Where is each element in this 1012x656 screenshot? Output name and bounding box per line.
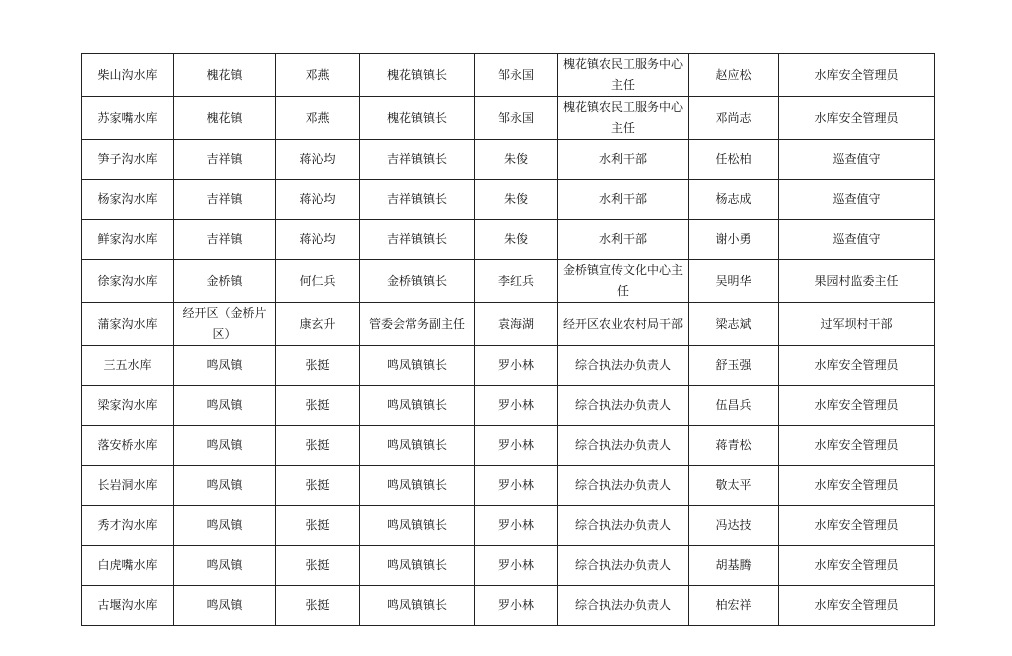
reservoir-responsibility-table: [81, 53, 935, 626]
cell-technical-responsible-name: 罗小林: [475, 386, 558, 426]
cell-reservoir-name: 苏家嘴水库: [82, 97, 174, 140]
cell-patrol-responsible-title: 巡查值守: [779, 220, 935, 260]
cell-patrol-responsible-title: 水库安全管理员: [779, 386, 935, 426]
cell-admin-responsible-name: 蒋沁均: [276, 220, 360, 260]
cell-town: 鸣凤镇: [174, 586, 276, 626]
cell-technical-responsible-title: 水利干部: [558, 180, 689, 220]
cell-admin-responsible-title: 吉祥镇镇长: [360, 180, 475, 220]
cell-technical-responsible-name: 李红兵: [475, 260, 558, 303]
cell-town: 槐花镇: [174, 54, 276, 97]
cell-patrol-responsible-title: 水库安全管理员: [779, 426, 935, 466]
cell-technical-responsible-name: 朱俊: [475, 140, 558, 180]
cell-patrol-responsible-name: 邓尚志: [689, 97, 779, 140]
cell-patrol-responsible-title: 过军坝村干部: [779, 303, 935, 346]
cell-town: 金桥镇: [174, 260, 276, 303]
cell-patrol-responsible-title: 果园村监委主任: [779, 260, 935, 303]
cell-patrol-responsible-title: 巡查值守: [779, 180, 935, 220]
cell-reservoir-name: 秀才沟水库: [82, 506, 174, 546]
table-row: [82, 546, 935, 586]
cell-town: 吉祥镇: [174, 220, 276, 260]
cell-admin-responsible-title: 吉祥镇镇长: [360, 220, 475, 260]
cell-reservoir-name: 长岩洞水库: [82, 466, 174, 506]
cell-town: 鸣凤镇: [174, 346, 276, 386]
cell-admin-responsible-title: 槐花镇镇长: [360, 97, 475, 140]
cell-admin-responsible-title: 鸣凤镇镇长: [360, 546, 475, 586]
cell-admin-responsible-name: 张挺: [276, 386, 360, 426]
cell-technical-responsible-name: 罗小林: [475, 506, 558, 546]
cell-reservoir-name: 柴山沟水库: [82, 54, 174, 97]
cell-admin-responsible-name: 蒋沁均: [276, 140, 360, 180]
cell-admin-responsible-name: 邓燕: [276, 54, 360, 97]
cell-technical-responsible-name: 袁海湖: [475, 303, 558, 346]
cell-technical-responsible-title: 槐花镇农民工服务中心主任: [558, 97, 689, 140]
cell-technical-responsible-name: 罗小林: [475, 546, 558, 586]
table-row: [82, 303, 935, 346]
cell-reservoir-name: 鲜家沟水库: [82, 220, 174, 260]
cell-admin-responsible-name: 康玄升: [276, 303, 360, 346]
cell-town: 鸣凤镇: [174, 386, 276, 426]
cell-technical-responsible-name: 朱俊: [475, 220, 558, 260]
cell-patrol-responsible-name: 吴明华: [689, 260, 779, 303]
table-row: [82, 466, 935, 506]
cell-admin-responsible-name: 张挺: [276, 586, 360, 626]
cell-patrol-responsible-name: 谢小勇: [689, 220, 779, 260]
cell-admin-responsible-title: 鸣凤镇镇长: [360, 346, 475, 386]
cell-technical-responsible-name: 邹永国: [475, 97, 558, 140]
cell-reservoir-name: 徐家沟水库: [82, 260, 174, 303]
cell-patrol-responsible-name: 伍昌兵: [689, 386, 779, 426]
cell-town: 槐花镇: [174, 97, 276, 140]
cell-admin-responsible-name: 张挺: [276, 546, 360, 586]
cell-technical-responsible-title: 综合执法办负责人: [558, 466, 689, 506]
cell-admin-responsible-name: 张挺: [276, 346, 360, 386]
cell-technical-responsible-title: 综合执法办负责人: [558, 346, 689, 386]
cell-patrol-responsible-title: 巡查值守: [779, 140, 935, 180]
cell-town: 鸣凤镇: [174, 506, 276, 546]
cell-town: 鸣凤镇: [174, 546, 276, 586]
cell-admin-responsible-title: 鸣凤镇镇长: [360, 506, 475, 546]
cell-patrol-responsible-name: 梁志斌: [689, 303, 779, 346]
cell-reservoir-name: 白虎嘴水库: [82, 546, 174, 586]
cell-patrol-responsible-title: 水库安全管理员: [779, 546, 935, 586]
cell-town: 经开区（金桥片区）: [174, 303, 276, 346]
cell-technical-responsible-name: 朱俊: [475, 180, 558, 220]
cell-technical-responsible-title: 综合执法办负责人: [558, 506, 689, 546]
cell-admin-responsible-title: 金桥镇镇长: [360, 260, 475, 303]
cell-technical-responsible-title: 槐花镇农民工服务中心主任: [558, 54, 689, 97]
table-row: [82, 140, 935, 180]
cell-admin-responsible-name: 张挺: [276, 426, 360, 466]
cell-patrol-responsible-name: 杨志成: [689, 180, 779, 220]
cell-patrol-responsible-name: 舒玉强: [689, 346, 779, 386]
cell-reservoir-name: 蒲家沟水库: [82, 303, 174, 346]
cell-patrol-responsible-name: 蒋青松: [689, 426, 779, 466]
cell-patrol-responsible-title: 水库安全管理员: [779, 466, 935, 506]
table-row: [82, 97, 935, 140]
cell-patrol-responsible-name: 柏宏祥: [689, 586, 779, 626]
cell-patrol-responsible-title: 水库安全管理员: [779, 586, 935, 626]
cell-technical-responsible-name: 罗小林: [475, 466, 558, 506]
cell-reservoir-name: 古堰沟水库: [82, 586, 174, 626]
cell-patrol-responsible-name: 敬太平: [689, 466, 779, 506]
cell-patrol-responsible-name: 任松柏: [689, 140, 779, 180]
cell-patrol-responsible-title: 水库安全管理员: [779, 506, 935, 546]
table-body: [82, 54, 935, 626]
table-row: [82, 386, 935, 426]
cell-admin-responsible-name: 邓燕: [276, 97, 360, 140]
table-row: [82, 586, 935, 626]
cell-admin-responsible-title: 槐花镇镇长: [360, 54, 475, 97]
cell-reservoir-name: 杨家沟水库: [82, 180, 174, 220]
cell-town: 吉祥镇: [174, 180, 276, 220]
cell-patrol-responsible-title: 水库安全管理员: [779, 346, 935, 386]
cell-admin-responsible-name: 张挺: [276, 506, 360, 546]
cell-town: 吉祥镇: [174, 140, 276, 180]
cell-patrol-responsible-title: 水库安全管理员: [779, 54, 935, 97]
cell-patrol-responsible-title: 水库安全管理员: [779, 97, 935, 140]
cell-admin-responsible-name: 何仁兵: [276, 260, 360, 303]
table-row: [82, 346, 935, 386]
cell-technical-responsible-title: 综合执法办负责人: [558, 546, 689, 586]
cell-admin-responsible-title: 鸣凤镇镇长: [360, 586, 475, 626]
table-row: [82, 220, 935, 260]
cell-technical-responsible-title: 水利干部: [558, 140, 689, 180]
cell-technical-responsible-title: 经开区农业农村局干部: [558, 303, 689, 346]
cell-admin-responsible-title: 鸣凤镇镇长: [360, 386, 475, 426]
cell-reservoir-name: 落安桥水库: [82, 426, 174, 466]
table-row: [82, 426, 935, 466]
cell-reservoir-name: 三五水库: [82, 346, 174, 386]
cell-technical-responsible-name: 罗小林: [475, 426, 558, 466]
cell-admin-responsible-title: 鸣凤镇镇长: [360, 426, 475, 466]
cell-patrol-responsible-name: 冯达技: [689, 506, 779, 546]
table-row: [82, 54, 935, 97]
cell-town: 鸣凤镇: [174, 466, 276, 506]
cell-admin-responsible-title: 吉祥镇镇长: [360, 140, 475, 180]
cell-reservoir-name: 笋子沟水库: [82, 140, 174, 180]
table-row: [82, 260, 935, 303]
cell-technical-responsible-title: 金桥镇宣传文化中心主任: [558, 260, 689, 303]
cell-technical-responsible-title: 综合执法办负责人: [558, 386, 689, 426]
cell-admin-responsible-title: 鸣凤镇镇长: [360, 466, 475, 506]
cell-technical-responsible-title: 综合执法办负责人: [558, 426, 689, 466]
cell-admin-responsible-name: 张挺: [276, 466, 360, 506]
cell-admin-responsible-title: 管委会常务副主任: [360, 303, 475, 346]
cell-reservoir-name: 梁家沟水库: [82, 386, 174, 426]
cell-patrol-responsible-name: 赵应松: [689, 54, 779, 97]
cell-technical-responsible-name: 邹永国: [475, 54, 558, 97]
table-row: [82, 506, 935, 546]
cell-admin-responsible-name: 蒋沁均: [276, 180, 360, 220]
cell-town: 鸣凤镇: [174, 426, 276, 466]
cell-technical-responsible-title: 综合执法办负责人: [558, 586, 689, 626]
cell-technical-responsible-title: 水利干部: [558, 220, 689, 260]
cell-patrol-responsible-name: 胡基腾: [689, 546, 779, 586]
cell-technical-responsible-name: 罗小林: [475, 346, 558, 386]
table-row: [82, 180, 935, 220]
cell-technical-responsible-name: 罗小林: [475, 586, 558, 626]
